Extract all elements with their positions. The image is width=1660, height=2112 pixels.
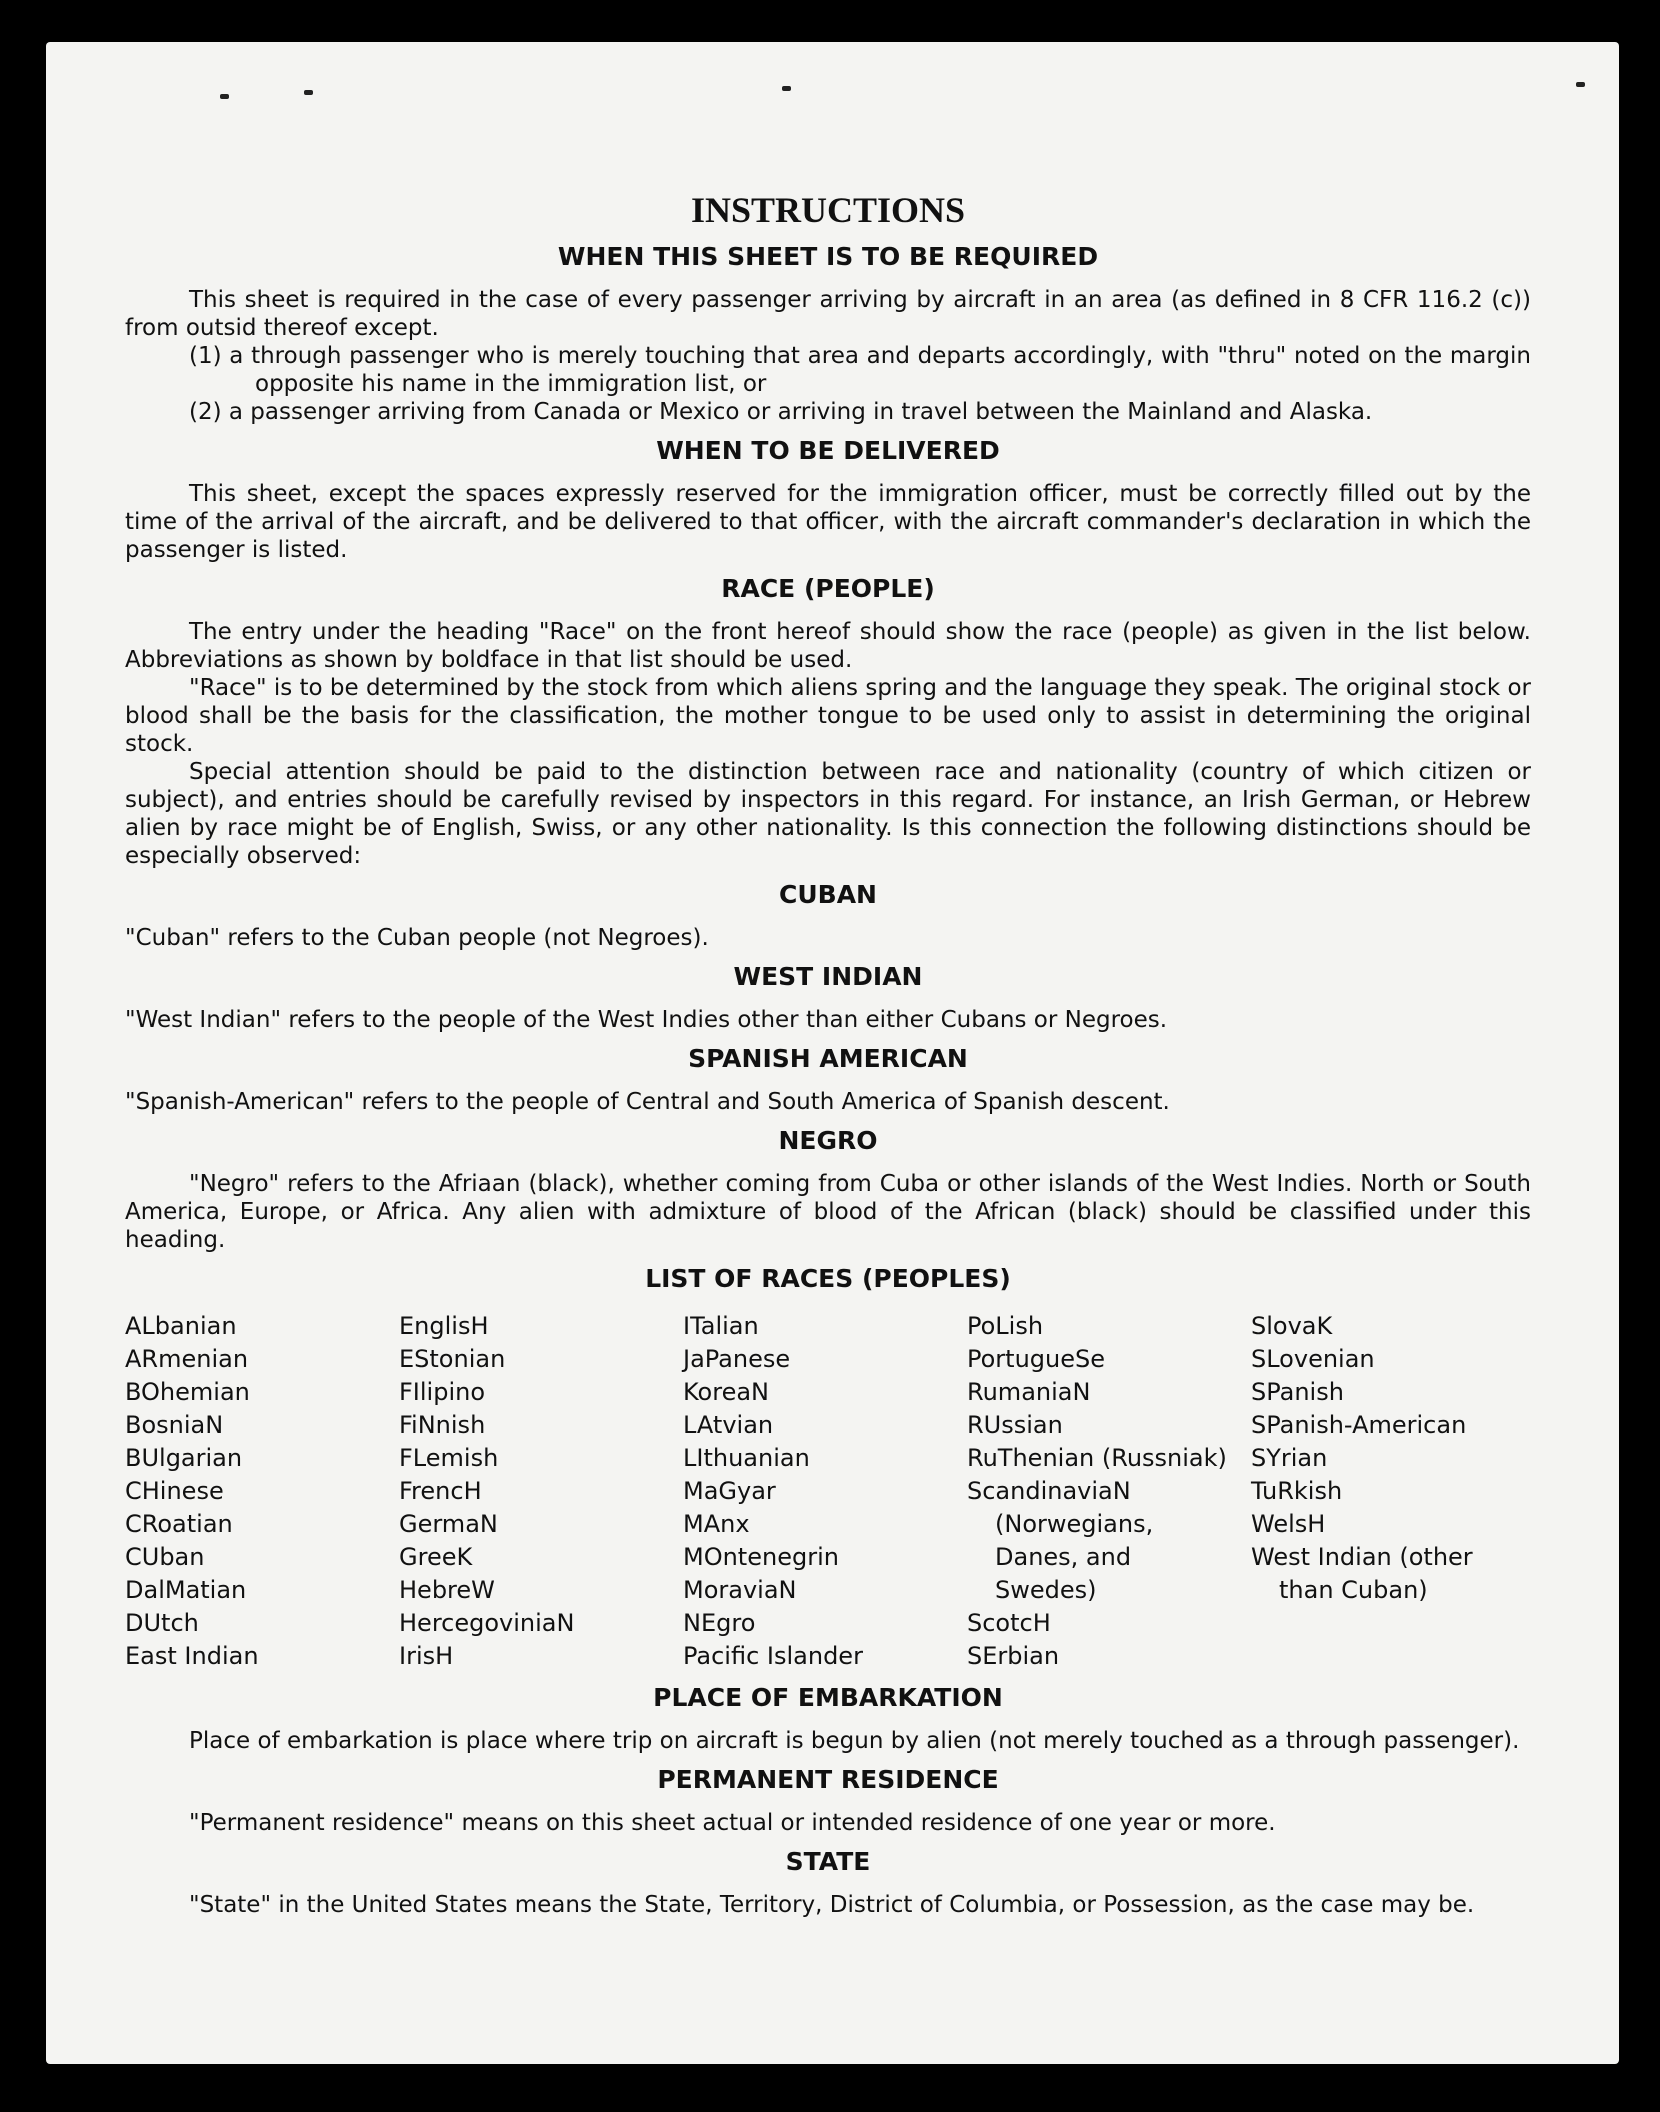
race-item: SPanish [1251,1378,1344,1406]
race-item: GermaN [399,1510,498,1538]
race-column [1251,1310,1531,1673]
race-item: DUtch [125,1609,199,1637]
race-item: FiNnish [399,1411,486,1439]
race-item: Pacific Islander [683,1642,863,1670]
race-item: ALbanian [125,1312,237,1340]
race-paragraph: "Race" is to be determined by the stock from which aliens spring and the language they speak. The original stock or blood shall be the basis for the classification, the mother tongue to be used only to assist in determining the original stock. [125,675,1531,757]
exception-item: (1) a through passenger who is merely touching that area and departs accordingly, with "thru" noted on the margin opposite his name in the immigration list, or [189,343,1531,397]
race-item: BUlgarian [125,1444,243,1472]
race-item: ScotcH [967,1609,1051,1637]
speck-mark [220,94,229,99]
heading-list-of-races: LIST OF RACES (PEOPLES) [645,1264,1011,1293]
race-item: HercegoviniaN [399,1609,575,1637]
race-item: PoLish [967,1312,1044,1340]
permanent-residence-text: "Permanent residence" means on this sheet actual or intended residence of one year or more. [189,1810,1276,1836]
race-item: MaGyar [683,1477,776,1505]
race-item: CRoatian [125,1510,233,1538]
race-item: RumaniaN [967,1378,1091,1406]
race-item: BosniaN [125,1411,224,1439]
heading-west-indian: WEST INDIAN [733,962,923,991]
race-item: KoreaN [683,1378,769,1406]
race-item: East Indian [125,1642,259,1670]
race-item: FrencH [399,1477,482,1505]
race-paragraph: Special attention should be paid to the distinction between race and nationality (country of which citizen or subject), and entries should be carefully revised by inspectors in this regard. For instance, an Irish German, or Hebrew alien by race might be of English, Swiss, or any other nationality. Is this connection the following distinctions should be especially observed: [125,759,1531,869]
race-item: CHinese [125,1477,224,1505]
race-column [399,1310,659,1673]
race-item: HebreW [399,1576,495,1604]
race-column [683,1310,943,1673]
speck-mark [304,90,313,95]
state-text: "State" in the United States means the State, Territory, District of Columbia, or Possession, as the case may be. [189,1892,1475,1918]
negro-text: "Negro" refers to the Afriaan (black), whether coming from Cuba or other islands of the West Indies. North or South America, Europe, or Africa. Any alien with admixture of blood of the African (black) should be classified under this heading. [125,1171,1531,1253]
race-item: SErbian [967,1642,1060,1670]
heading-when-delivered: WHEN TO BE DELIVERED [656,436,1000,465]
heading-cuban: CUBAN [779,880,877,909]
race-item: FIlipino [399,1378,486,1406]
race-item: FLemish [399,1444,499,1472]
instructions-content [125,144,1531,1919]
race-column [967,1310,1227,1673]
race-item: EnglisH [399,1312,489,1340]
speck-mark [1576,82,1585,87]
spanish-american-text: "Spanish-American" refers to the people of Central and South America of Spanish descent. [125,1089,1170,1115]
heading-when-required: WHEN THIS SHEET IS TO BE REQUIRED [557,242,1099,271]
race-item: WelsH [1251,1510,1326,1538]
race-item: MAnx [683,1510,750,1538]
when-required-intro: This sheet is required in the case of every passenger arriving by aircraft in an area (as defined in 8 CFR 116.2 (c)) from outsid thereof except. [125,287,1531,341]
races-list [125,1310,1531,1673]
cuban-text: "Cuban" refers to the Cuban people (not Negroes). [125,925,709,951]
race-item: DalMatian [125,1576,247,1604]
race-item: LAtvian [683,1411,774,1439]
heading-state: STATE [785,1847,871,1876]
embarkation-text: Place of embarkation is place where trip on aircraft is begun by alien (not merely touched as a through passenger). [189,1728,1520,1754]
race-item: MoraviaN [683,1576,797,1604]
when-delivered-text: This sheet, except the spaces expressly reserved for the immigration officer, must be correctly filled out by the time of the arrival of the aircraft, and be delivered to that officer, with the aircraft commander's declaration in which the passenger is listed. [125,481,1531,563]
race-item: RUssian [967,1411,1063,1439]
race-item: JaPanese [683,1345,791,1373]
race-item: CUban [125,1543,205,1571]
heading-negro: NEGRO [778,1126,878,1155]
page-title: INSTRUCTIONS [690,190,966,230]
race-item: LIthuanian [683,1444,810,1472]
race-item: ARmenian [125,1345,249,1373]
race-item: EStonian [399,1345,506,1373]
race-item: IrisH [399,1642,454,1670]
race-item: RuThenian (Russniak) [967,1444,1227,1472]
race-item: ScandinaviaN (Norwegians, Danes, and Swedes) [967,1477,1154,1604]
race-item: SYrian [1251,1444,1328,1472]
race-item: SLovenian [1251,1345,1375,1373]
race-paragraph: The entry under the heading "Race" on the front hereof should show the race (people) as given in the list below. Abbreviations as shown by boldface in that list should be used. [125,619,1531,673]
west-indian-text: "West Indian" refers to the people of the West Indies other than either Cubans or Negroes. [125,1007,1168,1033]
race-item: ITalian [683,1312,759,1340]
race-item: BOhemian [125,1378,250,1406]
race-item: SPanish-American [1251,1411,1467,1439]
heading-place-of-embarkation: PLACE OF EMBARKATION [653,1683,1003,1712]
heading-permanent-residence: PERMANENT RESIDENCE [657,1765,999,1794]
race-item: NEgro [683,1609,756,1637]
exception-item: (2) a passenger arriving from Canada or Mexico or arriving in travel between the Mainland and Alaska. [189,399,1373,425]
heading-spanish-american: SPANISH AMERICAN [688,1044,968,1073]
race-item: TuRkish [1251,1477,1343,1505]
race-column [125,1310,375,1673]
document-page [46,42,1619,2064]
heading-race: RACE (PEOPLE) [721,574,935,603]
race-item: GreeK [399,1543,473,1571]
race-item: MOntenegrin [683,1543,839,1571]
race-item: PortugueSe [967,1345,1105,1373]
race-item: West Indian (other than Cuban) [1251,1543,1473,1604]
speck-mark [782,86,791,91]
race-item: SlovaK [1251,1312,1333,1340]
